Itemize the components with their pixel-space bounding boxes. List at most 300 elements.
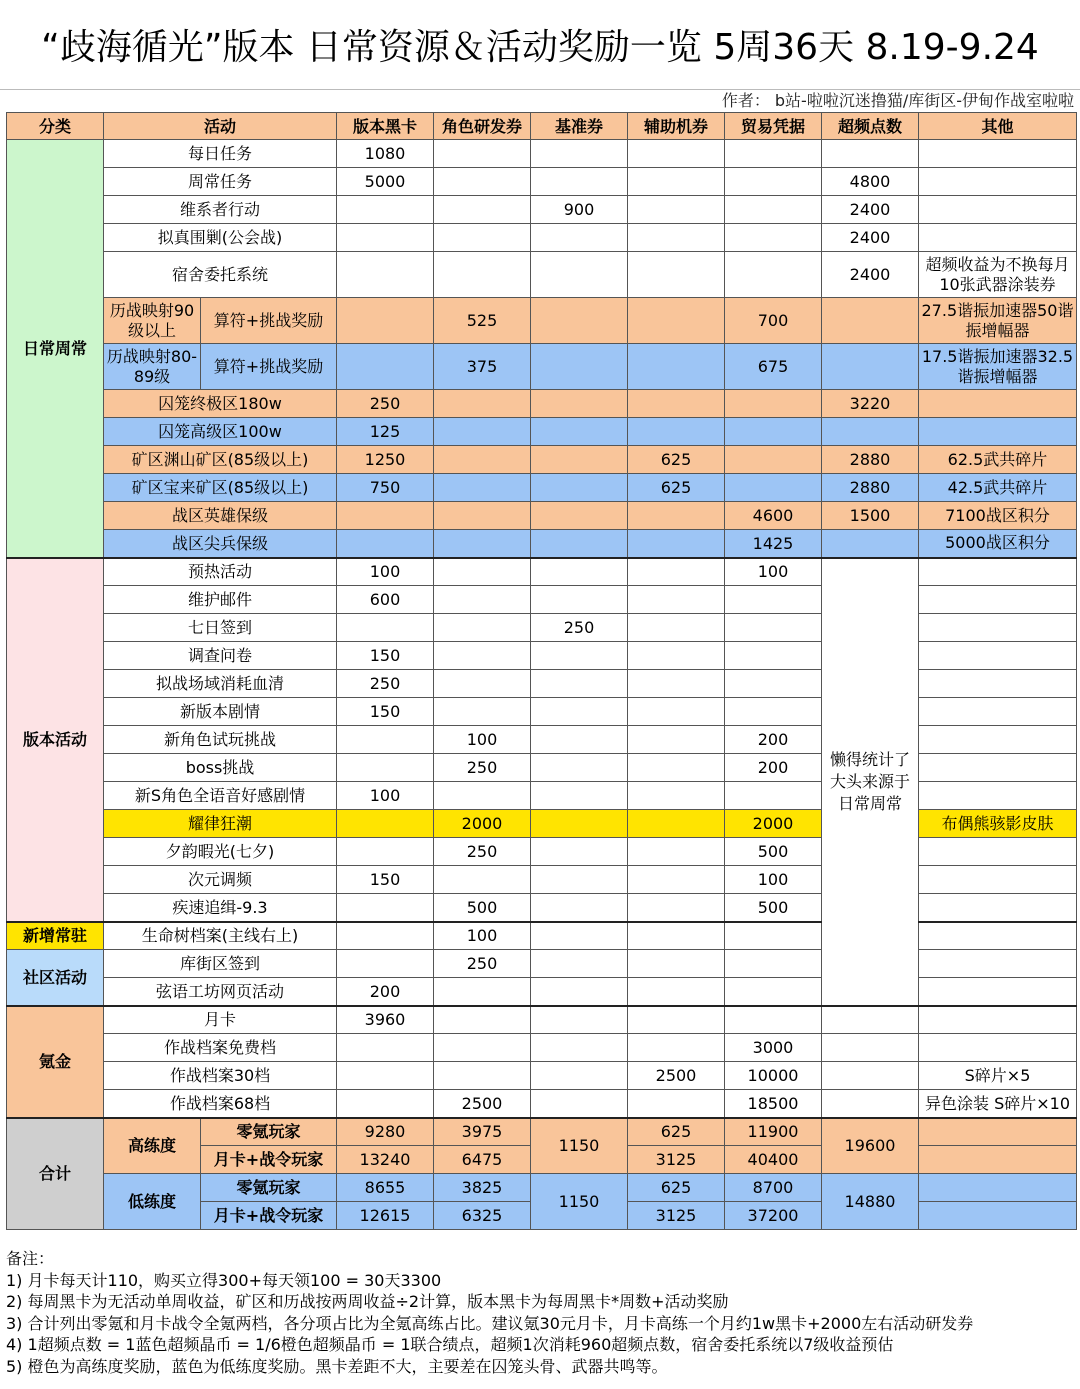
player-type: 零氪玩家 xyxy=(201,1174,337,1202)
value-jizhun: 1150 xyxy=(531,1174,628,1230)
value-jizhun xyxy=(531,1062,628,1090)
value-heika xyxy=(337,224,434,252)
value-maoyi xyxy=(725,586,822,614)
table-row xyxy=(7,196,1077,224)
value-heika xyxy=(337,502,434,530)
value-other xyxy=(919,782,1077,810)
value-yanfa: 100 xyxy=(434,922,531,950)
note-line: 2) 每周黑卡为无活动单周收益，矿区和历战按两周收益÷2计算，版本黑卡为每周黑卡*周数+活动奖励 xyxy=(6,1292,729,1311)
value-heika xyxy=(337,344,434,390)
notes-section xyxy=(6,1248,1074,1377)
value-heika xyxy=(337,894,434,922)
value-yanfa: 2500 xyxy=(434,1090,531,1118)
value-yanfa xyxy=(434,530,531,558)
value-heika xyxy=(337,1062,434,1090)
category-version: 版本活动 xyxy=(7,558,104,922)
value-heika xyxy=(337,754,434,782)
value-maoyi: 200 xyxy=(725,754,822,782)
value-other: 42.5武共碎片 xyxy=(919,474,1077,502)
value-fuzhu xyxy=(628,950,725,978)
value-other: S碎片×5 xyxy=(919,1062,1077,1090)
value-maoyi xyxy=(725,446,822,474)
value-fuzhu: 3125 xyxy=(628,1146,725,1174)
value-fuzhu: 3125 xyxy=(628,1202,725,1230)
value-heika: 200 xyxy=(337,978,434,1006)
activity-sub: 算符+挑战奖励 xyxy=(201,344,337,390)
table-row xyxy=(7,1062,1077,1090)
activity-name: 耀律狂潮 xyxy=(104,810,337,838)
value-yanfa xyxy=(434,586,531,614)
value-maoyi: 500 xyxy=(725,894,822,922)
value-jizhun xyxy=(531,1034,628,1062)
value-heika: 250 xyxy=(337,390,434,418)
value-other xyxy=(919,1118,1077,1146)
value-fuzhu: 625 xyxy=(628,446,725,474)
value-yanfa: 525 xyxy=(434,298,531,344)
value-maoyi xyxy=(725,418,822,446)
value-heika: 150 xyxy=(337,698,434,726)
value-maoyi: 18500 xyxy=(725,1090,822,1118)
value-other xyxy=(919,224,1077,252)
table-row xyxy=(7,252,1077,298)
value-maoyi xyxy=(725,1006,822,1034)
activity-name: 维护邮件 xyxy=(104,586,337,614)
value-heika: 100 xyxy=(337,558,434,586)
table-row xyxy=(7,502,1077,530)
value-yanfa xyxy=(434,558,531,586)
value-fuzhu xyxy=(628,754,725,782)
value-yanfa: 6475 xyxy=(434,1146,531,1174)
value-chaopin xyxy=(822,344,919,390)
value-jizhun xyxy=(531,1090,628,1118)
activity-name: 作战档案30档 xyxy=(104,1062,337,1090)
value-yanfa xyxy=(434,1034,531,1062)
value-heika xyxy=(337,1090,434,1118)
value-yanfa xyxy=(434,698,531,726)
value-other: 7100战区积分 xyxy=(919,502,1077,530)
value-fuzhu xyxy=(628,698,725,726)
value-chaopin: 2880 xyxy=(822,474,919,502)
table-row xyxy=(7,1090,1077,1118)
activity-name: 矿区宝来矿区(85级以上) xyxy=(104,474,337,502)
activity-name: 次元调频 xyxy=(104,866,337,894)
player-type: 月卡+战令玩家 xyxy=(201,1146,337,1174)
value-yanfa xyxy=(434,502,531,530)
value-other xyxy=(919,922,1077,950)
category-community: 社区活动 xyxy=(7,950,104,1006)
value-heika: 12615 xyxy=(337,1202,434,1230)
value-fuzhu xyxy=(628,1090,725,1118)
table-row xyxy=(7,558,1077,586)
value-other: 27.5谐振加速器50谐振增幅器 xyxy=(919,298,1077,344)
column-header: 基准券 xyxy=(531,113,628,140)
value-other xyxy=(919,726,1077,754)
table-row xyxy=(7,1006,1077,1034)
value-other: 超频收益为不换每月10张武器涂装券 xyxy=(919,252,1077,298)
value-maoyi: 4600 xyxy=(725,502,822,530)
value-maoyi: 1425 xyxy=(725,530,822,558)
value-heika: 9280 xyxy=(337,1118,434,1146)
table-row xyxy=(7,298,1077,344)
value-fuzhu xyxy=(628,782,725,810)
value-fuzhu xyxy=(628,224,725,252)
value-other xyxy=(919,586,1077,614)
value-heika xyxy=(337,810,434,838)
value-other: 17.5谐振加速器32.5谐振增幅器 xyxy=(919,344,1077,390)
value-other xyxy=(919,418,1077,446)
activity-name: 拟真围剿(公会战) xyxy=(104,224,337,252)
value-yanfa xyxy=(434,168,531,196)
value-chaopin xyxy=(822,1034,919,1062)
value-chaopin xyxy=(822,1090,919,1118)
value-heika: 8655 xyxy=(337,1174,434,1202)
note-line: 3) 合计列出零氪和月卡战令全氪两档，各分项占比为全氪高练占比。建议氪30元月卡，月卡高练一个月约1w黑卡+2000左右活动研发券 xyxy=(6,1313,974,1333)
value-maoyi: 700 xyxy=(725,298,822,344)
value-jizhun xyxy=(531,866,628,894)
value-other xyxy=(919,866,1077,894)
value-fuzhu xyxy=(628,502,725,530)
value-heika: 1250 xyxy=(337,446,434,474)
value-chaopin xyxy=(822,418,919,446)
value-chaopin: 3220 xyxy=(822,390,919,418)
value-chaopin: 2400 xyxy=(822,196,919,224)
value-fuzhu xyxy=(628,922,725,950)
value-yanfa: 375 xyxy=(434,344,531,390)
value-fuzhu xyxy=(628,810,725,838)
value-fuzhu: 2500 xyxy=(628,1062,725,1090)
value-maoyi xyxy=(725,140,822,168)
value-jizhun: 900 xyxy=(531,196,628,224)
column-header: 分类 xyxy=(7,113,104,140)
table-row xyxy=(7,113,1077,140)
value-yanfa xyxy=(434,614,531,642)
value-other xyxy=(919,894,1077,922)
value-maoyi xyxy=(725,224,822,252)
value-yanfa xyxy=(434,140,531,168)
value-yanfa: 2000 xyxy=(434,810,531,838)
value-jizhun xyxy=(531,344,628,390)
value-maoyi xyxy=(725,196,822,224)
value-jizhun xyxy=(531,838,628,866)
value-jizhun xyxy=(531,670,628,698)
value-fuzhu xyxy=(628,252,725,298)
table-row xyxy=(7,1174,1077,1202)
category-paid: 氪金 xyxy=(7,1006,104,1118)
value-other xyxy=(919,1174,1077,1202)
value-heika xyxy=(337,196,434,224)
value-chaopin: 1500 xyxy=(822,502,919,530)
value-fuzhu xyxy=(628,838,725,866)
value-jizhun xyxy=(531,474,628,502)
value-other xyxy=(919,838,1077,866)
value-maoyi: 500 xyxy=(725,838,822,866)
activity-name: 弦语工坊网页活动 xyxy=(104,978,337,1006)
level-label: 高练度 xyxy=(104,1118,201,1174)
activity-name: 维系者行动 xyxy=(104,196,337,224)
activity-name: 拟战场域消耗血清 xyxy=(104,670,337,698)
column-header: 超频点数 xyxy=(822,113,919,140)
value-other xyxy=(919,1006,1077,1034)
value-jizhun xyxy=(531,530,628,558)
value-yanfa: 250 xyxy=(434,754,531,782)
value-fuzhu: 625 xyxy=(628,1174,725,1202)
table-row xyxy=(7,1034,1077,1062)
value-fuzhu: 625 xyxy=(628,1118,725,1146)
value-heika: 1080 xyxy=(337,140,434,168)
value-maoyi: 100 xyxy=(725,866,822,894)
activity-name: 新版本剧情 xyxy=(104,698,337,726)
value-fuzhu xyxy=(628,140,725,168)
value-yanfa xyxy=(434,446,531,474)
value-yanfa xyxy=(434,418,531,446)
author-credit: 作者： b站-啦啦沉迷撸猫/库街区-伊甸作战室啦啦 xyxy=(721,91,1074,110)
activity-name: 囚笼高级区100w xyxy=(104,418,337,446)
table-row xyxy=(7,418,1077,446)
activity-name: 生命树档案(主线右上) xyxy=(104,922,337,950)
value-maoyi: 2000 xyxy=(725,810,822,838)
table-row xyxy=(7,168,1077,196)
table-row xyxy=(7,344,1077,390)
value-heika xyxy=(337,838,434,866)
value-heika xyxy=(337,922,434,950)
activity-name: 库街区签到 xyxy=(104,950,337,978)
activity-name: 作战档案68档 xyxy=(104,1090,337,1118)
activity-name: 月卡 xyxy=(104,1006,337,1034)
activity-name: boss挑战 xyxy=(104,754,337,782)
value-yanfa xyxy=(434,1062,531,1090)
activity-name: 囚笼终极区180w xyxy=(104,390,337,418)
value-heika xyxy=(337,726,434,754)
value-maoyi xyxy=(725,642,822,670)
activity-name: 调查问卷 xyxy=(104,642,337,670)
value-maoyi xyxy=(725,670,822,698)
value-maoyi xyxy=(725,614,822,642)
value-jizhun xyxy=(531,418,628,446)
value-maoyi: 10000 xyxy=(725,1062,822,1090)
value-maoyi xyxy=(725,978,822,1006)
category-total: 合计 xyxy=(7,1118,104,1230)
value-maoyi xyxy=(725,168,822,196)
note-line: 备注： xyxy=(6,1249,55,1268)
value-heika: 5000 xyxy=(337,168,434,196)
value-other: 异色涂装 S碎片×10 xyxy=(919,1090,1077,1118)
value-fuzhu: 625 xyxy=(628,474,725,502)
value-yanfa xyxy=(434,224,531,252)
table-row xyxy=(7,1118,1077,1146)
value-jizhun xyxy=(531,950,628,978)
value-yanfa xyxy=(434,390,531,418)
column-header: 活动 xyxy=(104,113,337,140)
value-fuzhu xyxy=(628,298,725,344)
value-fuzhu xyxy=(628,558,725,586)
value-jizhun xyxy=(531,446,628,474)
value-jizhun xyxy=(531,252,628,298)
value-fuzhu xyxy=(628,1034,725,1062)
value-yanfa xyxy=(434,196,531,224)
value-maoyi: 3000 xyxy=(725,1034,822,1062)
value-maoyi xyxy=(725,782,822,810)
activity-name: 新角色试玩挑战 xyxy=(104,726,337,754)
value-yanfa xyxy=(434,1006,531,1034)
value-other xyxy=(919,558,1077,586)
value-heika: 150 xyxy=(337,866,434,894)
value-maoyi xyxy=(725,922,822,950)
value-yanfa xyxy=(434,866,531,894)
value-other xyxy=(919,140,1077,168)
activity-name: 战区尖兵保级 xyxy=(104,530,337,558)
value-other xyxy=(919,390,1077,418)
activity-name: 历战映射90级以上 xyxy=(104,298,201,344)
value-chaopin: 19600 xyxy=(822,1118,919,1174)
value-jizhun xyxy=(531,698,628,726)
value-chaopin xyxy=(822,1062,919,1090)
value-jizhun xyxy=(531,298,628,344)
value-other: 布偶熊骇影皮肤 xyxy=(919,810,1077,838)
value-yanfa: 500 xyxy=(434,894,531,922)
value-fuzhu xyxy=(628,866,725,894)
value-yanfa xyxy=(434,782,531,810)
value-heika: 100 xyxy=(337,782,434,810)
value-heika: 250 xyxy=(337,670,434,698)
value-other xyxy=(919,614,1077,642)
value-jizhun: 1150 xyxy=(531,1118,628,1174)
value-jizhun xyxy=(531,390,628,418)
column-header: 角色研发券 xyxy=(434,113,531,140)
value-yanfa xyxy=(434,670,531,698)
activity-name: 疾速追缉-9.3 xyxy=(104,894,337,922)
value-chaopin xyxy=(822,1006,919,1034)
value-jizhun xyxy=(531,1006,628,1034)
player-type: 月卡+战令玩家 xyxy=(201,1202,337,1230)
table-row xyxy=(7,530,1077,558)
value-maoyi: 100 xyxy=(725,558,822,586)
value-other xyxy=(919,1202,1077,1230)
value-fuzhu xyxy=(628,418,725,446)
column-header: 辅助机券 xyxy=(628,113,725,140)
activity-name: 新S角色全语音好感剧情 xyxy=(104,782,337,810)
value-maoyi xyxy=(725,950,822,978)
table-row xyxy=(7,140,1077,168)
value-heika: 3960 xyxy=(337,1006,434,1034)
value-jizhun xyxy=(531,782,628,810)
activity-sub: 算符+挑战奖励 xyxy=(201,298,337,344)
activity-name: 战区英雄保级 xyxy=(104,502,337,530)
value-other: 5000战区积分 xyxy=(919,530,1077,558)
table-row xyxy=(7,224,1077,252)
value-fuzhu xyxy=(628,670,725,698)
value-heika xyxy=(337,950,434,978)
activity-name: 每日任务 xyxy=(104,140,337,168)
chaopin-note: 懒得统计了大头来源于日常周常 xyxy=(822,558,919,1006)
category-daily: 日常周常 xyxy=(7,140,104,558)
value-jizhun xyxy=(531,586,628,614)
value-maoyi xyxy=(725,252,822,298)
value-heika xyxy=(337,530,434,558)
value-jizhun xyxy=(531,922,628,950)
value-jizhun xyxy=(531,726,628,754)
value-chaopin: 2400 xyxy=(822,252,919,298)
value-maoyi: 675 xyxy=(725,344,822,390)
activity-name: 周常任务 xyxy=(104,168,337,196)
value-jizhun xyxy=(531,978,628,1006)
activity-name: 历战映射80-89级 xyxy=(104,344,201,390)
category-new: 新增常驻 xyxy=(7,922,104,950)
value-maoyi: 37200 xyxy=(725,1202,822,1230)
value-chaopin xyxy=(822,140,919,168)
value-chaopin: 2400 xyxy=(822,224,919,252)
value-maoyi: 200 xyxy=(725,726,822,754)
value-jizhun: 250 xyxy=(531,614,628,642)
value-maoyi xyxy=(725,474,822,502)
activity-name: 预热活动 xyxy=(104,558,337,586)
column-header: 版本黑卡 xyxy=(337,113,434,140)
value-yanfa: 250 xyxy=(434,950,531,978)
activity-name: 夕韵暇光(七夕) xyxy=(104,838,337,866)
value-other: 62.5武共碎片 xyxy=(919,446,1077,474)
value-fuzhu xyxy=(628,390,725,418)
table-row xyxy=(7,474,1077,502)
value-fuzhu xyxy=(628,1006,725,1034)
value-heika xyxy=(337,298,434,344)
value-heika xyxy=(337,614,434,642)
value-yanfa: 6325 xyxy=(434,1202,531,1230)
value-chaopin: 2880 xyxy=(822,446,919,474)
value-fuzhu xyxy=(628,978,725,1006)
value-chaopin xyxy=(822,530,919,558)
value-maoyi: 11900 xyxy=(725,1118,822,1146)
value-other xyxy=(919,670,1077,698)
value-other xyxy=(919,754,1077,782)
value-heika: 600 xyxy=(337,586,434,614)
player-type: 零氪玩家 xyxy=(201,1118,337,1146)
value-other xyxy=(919,1146,1077,1174)
value-fuzhu xyxy=(628,614,725,642)
value-yanfa xyxy=(434,474,531,502)
column-header: 贸易凭据 xyxy=(725,113,822,140)
value-jizhun xyxy=(531,810,628,838)
value-heika: 13240 xyxy=(337,1146,434,1174)
value-fuzhu xyxy=(628,196,725,224)
value-jizhun xyxy=(531,502,628,530)
rewards-table xyxy=(6,112,1077,1230)
value-other xyxy=(919,642,1077,670)
value-heika xyxy=(337,252,434,298)
value-maoyi xyxy=(725,390,822,418)
value-heika: 125 xyxy=(337,418,434,446)
value-jizhun xyxy=(531,642,628,670)
value-other xyxy=(919,196,1077,224)
table-row xyxy=(7,390,1077,418)
value-yanfa: 3825 xyxy=(434,1174,531,1202)
level-label: 低练度 xyxy=(104,1174,201,1230)
value-maoyi xyxy=(725,698,822,726)
activity-name: 作战档案免费档 xyxy=(104,1034,337,1062)
note-line: 5) 橙色为高练度奖励，蓝色为低练度奖励。黑卡差距不大，主要差在囚笼头骨、武器共鸣等。 xyxy=(6,1356,668,1376)
value-fuzhu xyxy=(628,168,725,196)
value-chaopin xyxy=(822,298,919,344)
value-jizhun xyxy=(531,224,628,252)
value-yanfa xyxy=(434,642,531,670)
value-jizhun xyxy=(531,894,628,922)
value-maoyi: 8700 xyxy=(725,1174,822,1202)
value-heika xyxy=(337,1034,434,1062)
value-fuzhu xyxy=(628,726,725,754)
column-header: 其他 xyxy=(919,113,1077,140)
value-jizhun xyxy=(531,754,628,782)
value-fuzhu xyxy=(628,344,725,390)
value-jizhun xyxy=(531,558,628,586)
value-fuzhu xyxy=(628,642,725,670)
